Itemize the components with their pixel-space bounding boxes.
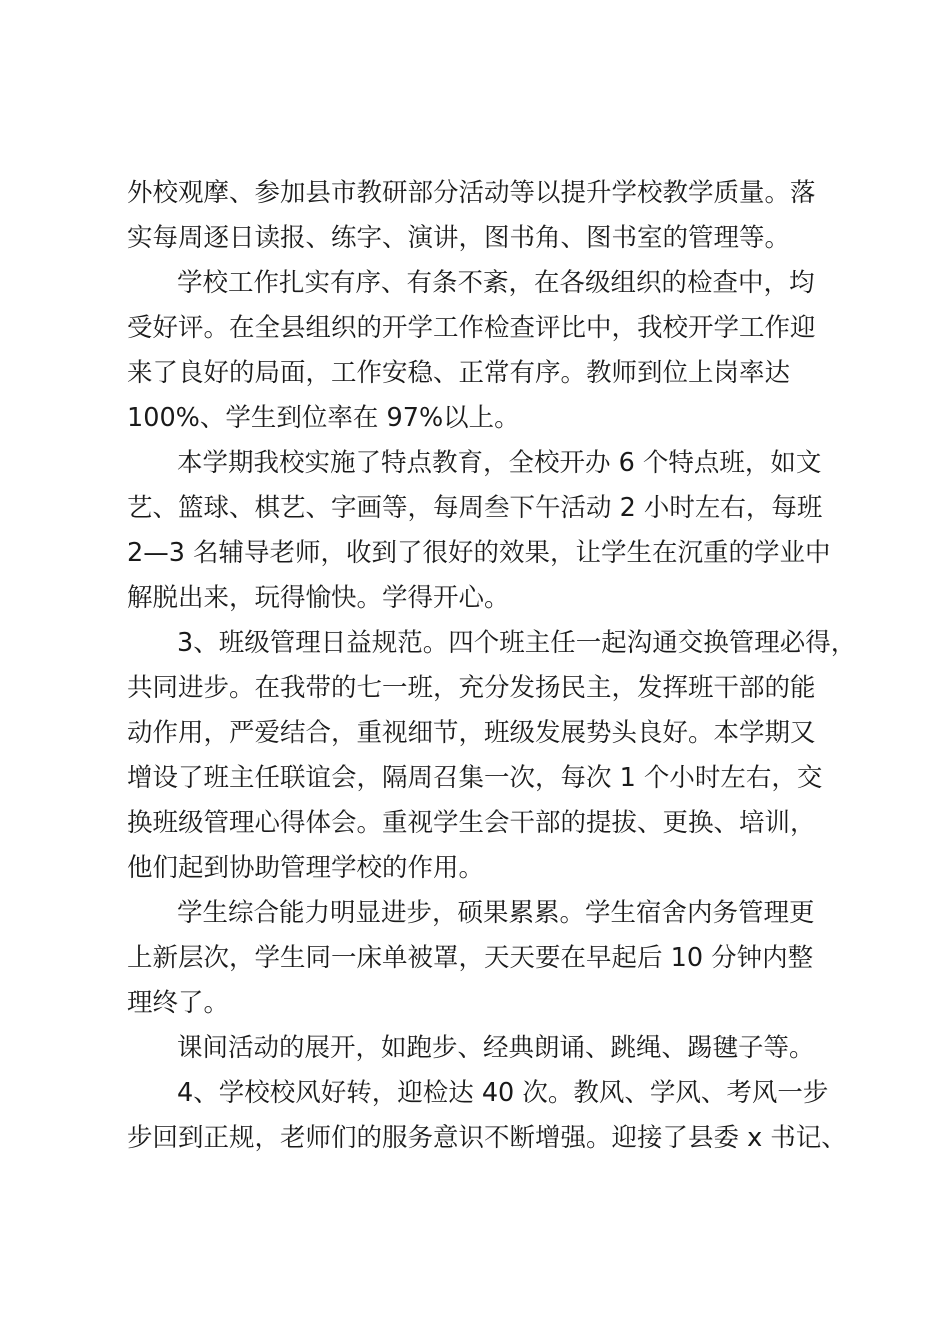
text-line: 解脱出来，玩得愉快。学得开心。: [127, 583, 510, 613]
text-line: 实每周逐日读报、练字、演讲，图书角、图书室的管理等。: [127, 223, 791, 253]
text-line: 共同进步。在我带的七一班，充分发扬民主，发挥班干部的能: [127, 673, 816, 703]
text-line: 上新层次，学生同一床单被罩，天天要在早起后 10 分钟内整: [127, 943, 814, 973]
text-line: 他们起到协助管理学校的作用。: [127, 853, 485, 883]
text-line: 步回到正规，老师们的服务意识不断增强。迎接了县委 x 书记、: [127, 1123, 847, 1153]
text-line: 外校观摩、参加县市教研部分活动等以提升学校教学质量。落: [127, 178, 816, 208]
paragraph-start-line: 课间活动的展开，如跑步、经典朗诵、跳绳、踢毽子等。: [177, 1033, 815, 1063]
text-line: 动作用，严爱结合，重视细节，班级发展势头良好。本学期又: [127, 718, 816, 748]
text-line: 受好评。在全县组织的开学工作检查评比中，我校开学工作迎: [127, 313, 816, 343]
text-line: 2—3 名辅导老师，收到了很好的效果，让学生在沉重的学业中: [127, 538, 831, 568]
paragraph-start-line: 3、班级管理日益规范。四个班主任一起沟通交换管理必得，: [177, 628, 857, 658]
text-line: 100%、学生到位率在 97%以上。: [127, 403, 520, 433]
paragraph-start-line: 学生综合能力明显进步，硕果累累。学生宿舍内务管理更: [177, 898, 815, 928]
text-line: 理终了。: [127, 988, 230, 1018]
text-line: 增设了班主任联谊会，隔周召集一次，每次 1 个小时左右，交: [127, 763, 823, 793]
paragraph-start-line: 本学期我校实施了特点教育，全校开办 6 个特点班，如文: [177, 448, 822, 478]
paragraph-start-line: 4、学校校风好转，迎检达 40 次。教风、学风、考风一步: [177, 1078, 829, 1108]
text-line: 艺、篮球、棋艺、字画等，每周叁下午活动 2 小时左右，每班: [127, 493, 823, 523]
paragraph-start-line: 学校工作扎实有序、有条不紊，在各级组织的检查中，均: [177, 268, 815, 298]
text-line: 换班级管理心得体会。重视学生会干部的提拔、更换、培训，: [127, 808, 816, 838]
text-line: 来了良好的局面，工作安稳、正常有序。教师到位上岗率达: [127, 358, 791, 388]
